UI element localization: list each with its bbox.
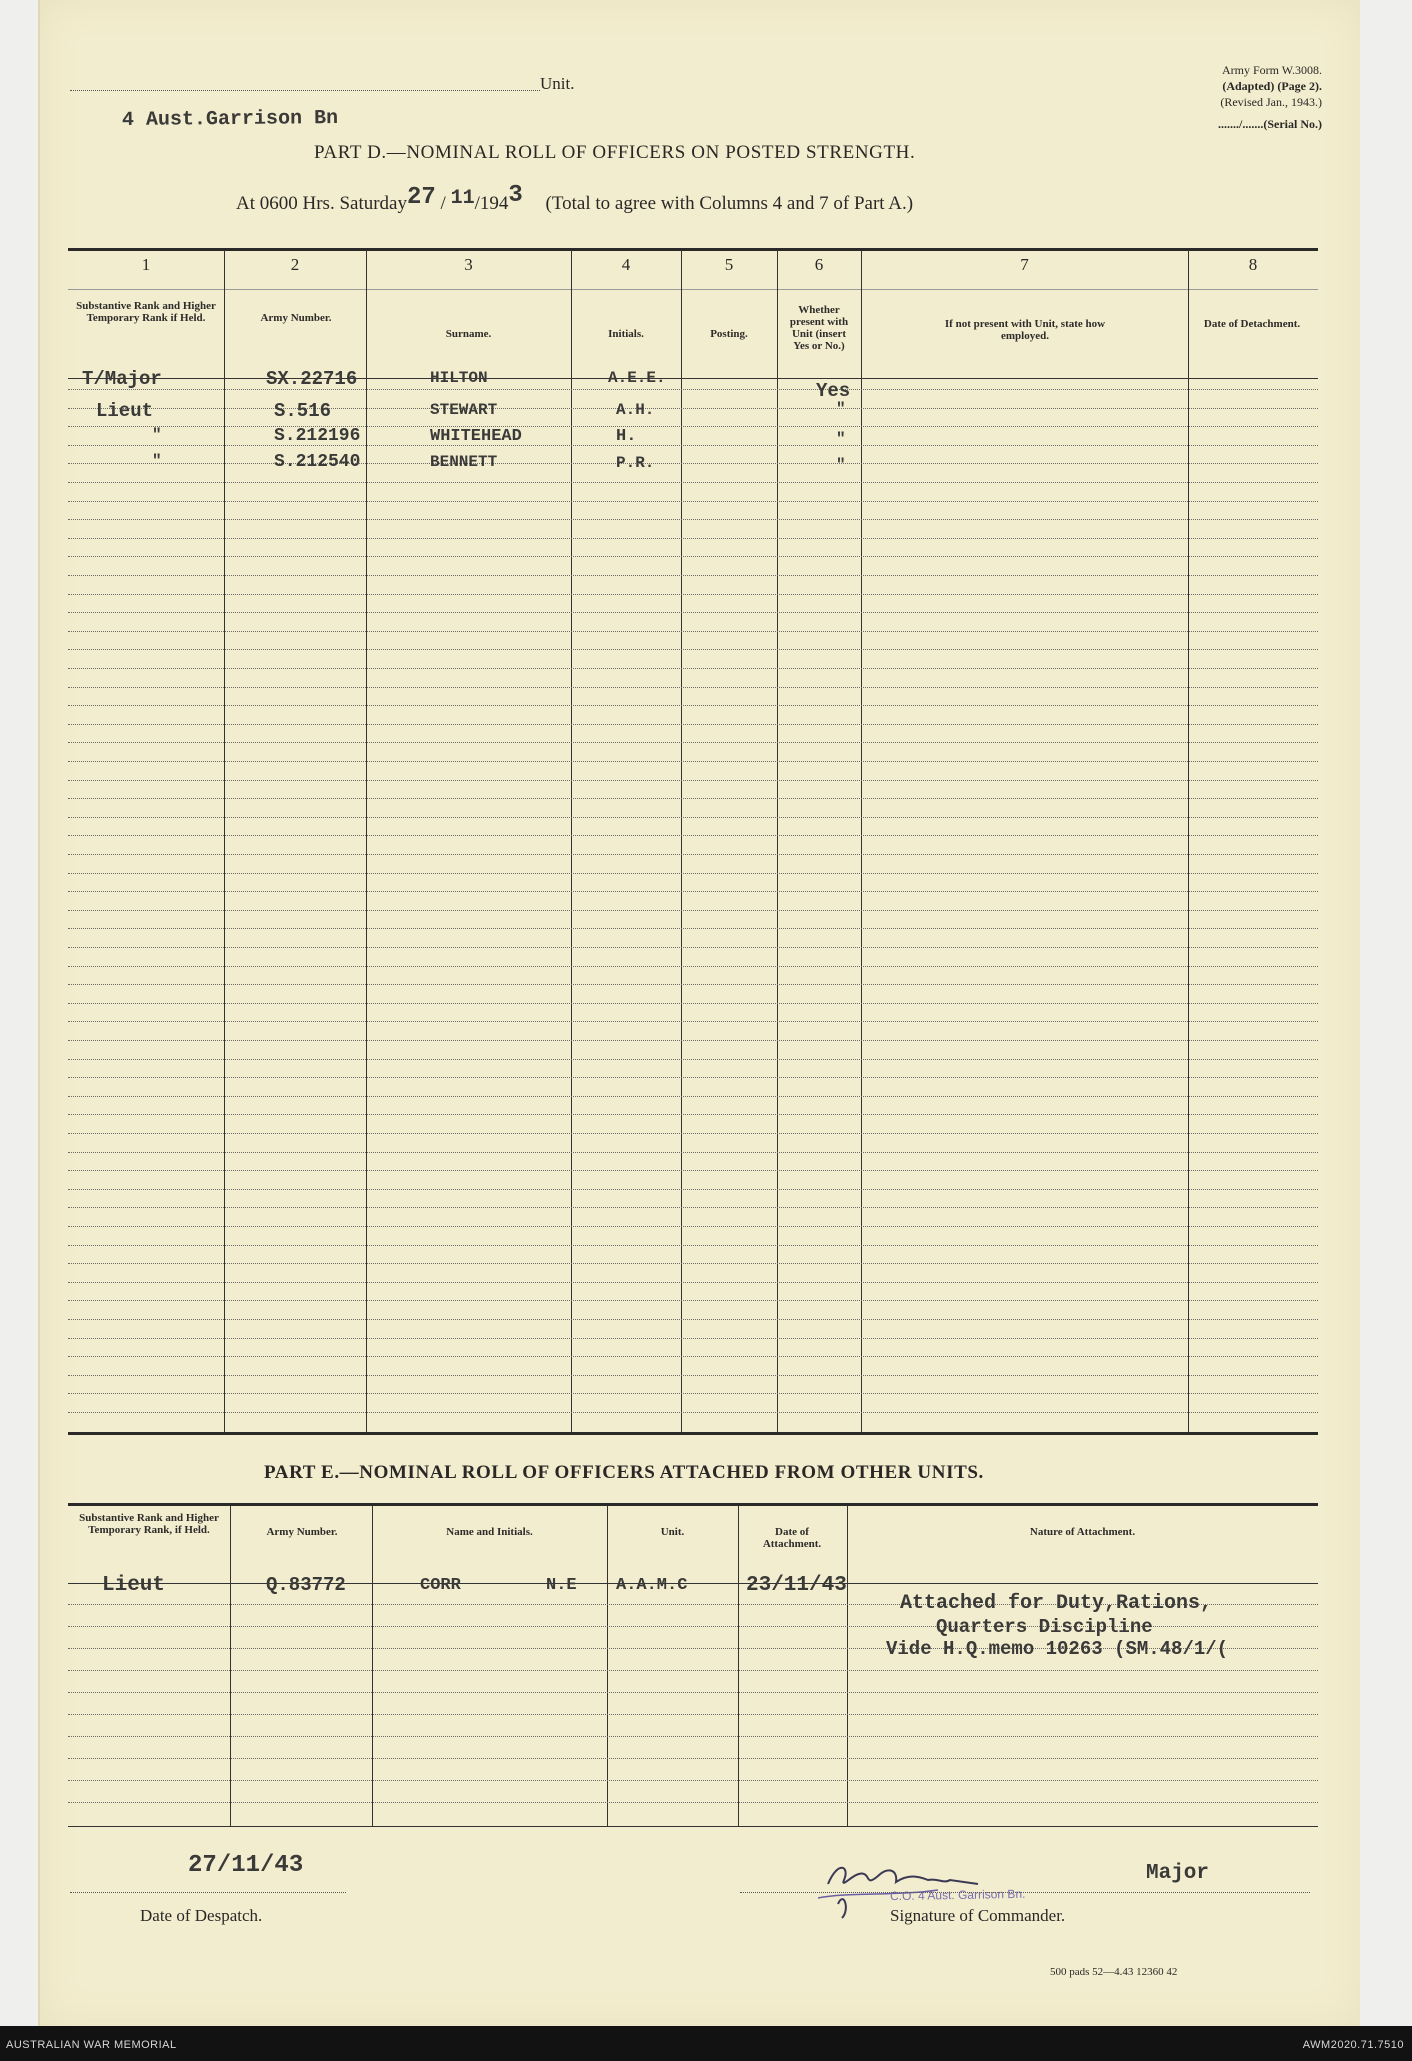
e-header-rank: Substantive Rank and Higher Temporary Rank, if Held. [79,1512,219,1536]
year-prefix: /194 [474,193,509,214]
e-cell-date: 23/11/43 [746,1574,847,1597]
row-guide-line [68,1300,1318,1301]
row-guide-line [68,1152,1318,1153]
row-guide-line [68,519,1318,520]
year-digit: 3 [508,182,523,209]
row-guide-line [68,928,1318,929]
cell-number: S.212540 [274,452,361,472]
row-guide-line [68,1319,1318,1320]
col-header-detachment: Date of Detachment. [1203,318,1301,330]
signature-label: Signature of Commander. [890,1906,1066,1925]
e-cell-name: CORR [420,1576,461,1595]
e-header-date: Date of Attachment. [762,1526,822,1550]
part-e-bottom-rule [68,1826,1318,1827]
row-guide-line [68,631,1318,632]
row-guide-line [68,668,1318,669]
row-guide-line [68,1170,1318,1171]
col-number: 5 [724,255,734,274]
row-guide-line [68,482,1318,483]
signature-dotted-line [740,1890,1310,1893]
form-revised: (Revised Jan., 1943.) [1220,95,1322,109]
cell-rank: " [152,426,162,444]
part-e-title: PART E.—NOMINAL ROLL OF OFFICERS ATTACHED FROM OTHER UNITS. [264,1462,984,1483]
total-note: (Total to agree with Columns 4 and 7 of Part A.) [545,193,914,214]
row-guide-line [68,947,1318,948]
e-cell-nature-3: Vide H.Q.memo 10263 (SM.48/1/( [886,1638,1229,1660]
col-header-rank: Substantive Rank and Higher Temporary Rank if Held. [76,300,216,324]
cell-number: S.516 [274,400,332,422]
row-guide-line [68,798,1318,799]
form-id: Army Form W.3008. [1221,63,1322,77]
row-guide-line [68,1207,1318,1208]
table-row [68,452,1318,476]
e-cell-rank: Lieut [102,1574,166,1597]
row-guide-line [68,1393,1318,1394]
table-row [68,1574,1368,1660]
row-guide-line [68,984,1318,985]
col-divider [738,1506,739,1826]
row-guide-line [68,1040,1318,1041]
row-guide-line [68,910,1318,911]
cell-initials: A.H. [616,401,655,419]
form-adapted: (Adapted) (Page 2). [1222,79,1322,93]
cell-initials: H. [616,427,637,446]
col-header-army-number: Army Number. [260,312,332,324]
commander-stamp: C.O. 4 Aust. Garrison Bn. [889,1886,1026,1904]
row-guide-line [68,649,1318,650]
row-guide-line [68,1133,1318,1134]
row-guide-line [68,1780,1318,1781]
part-d-number-rule [68,289,1318,290]
cell-rank: Lieut [96,400,154,422]
unit-dotted-line [70,76,540,91]
row-guide-line [68,1692,1318,1693]
row-guide-line [68,761,1318,762]
row-guide-line [68,538,1318,539]
document-page [38,0,1360,2026]
part-d-bottom-rule [68,1432,1318,1435]
unit-value: 4 Aust.Garrison Bn [121,107,339,132]
cell-present: " [836,400,846,418]
row-guide-line [68,835,1318,836]
col-divider [372,1506,373,1826]
cell-surname: WHITEHEAD [430,427,522,446]
row-guide-line [68,687,1318,688]
col-header-posting: Posting. [710,328,748,340]
unit-label: Unit. [540,74,575,93]
row-guide-line [68,1375,1318,1376]
signature-stroke [828,1868,978,1884]
row-guide-line [68,854,1318,855]
row-guide-line [68,612,1318,613]
e-cell-initials: N.E [546,1576,577,1595]
row-guide-line [68,1021,1318,1022]
row-guide-line [68,1802,1318,1803]
e-cell-nature-1: Attached for Duty,Rations, [900,1592,1213,1615]
row-guide-line [68,501,1318,502]
col-header-surname: Surname. [445,328,492,340]
table-row [68,400,1318,424]
cell-surname: BENNETT [430,453,498,471]
row-guide-line [68,556,1318,557]
col-number: 8 [1248,255,1258,274]
col-divider [230,1506,231,1826]
at-hours-label: At 0600 Hrs. Saturday [236,193,407,214]
row-guide-line [68,1338,1318,1339]
col-header-employed: If not present with Unit, state how employed. [944,318,1106,342]
e-header-name: Name and Initials. [446,1526,533,1538]
col-number: 4 [621,255,631,274]
cell-number: SX.22716 [266,368,358,390]
credit-right: AWM2020.71.7510 [1302,2039,1404,2051]
row-guide-line [68,1226,1318,1227]
row-guide-line [68,1114,1318,1115]
cell-surname: STEWART [430,401,498,419]
row-guide-line [68,1412,1318,1413]
despatch-dotted-line [70,1890,346,1893]
row-guide-line [68,873,1318,874]
despatch-date: 27/11/43 [188,1852,304,1879]
part-e-top-rule [68,1503,1318,1506]
row-guide-line [68,1059,1318,1060]
despatch-label: Date of Despatch. [140,1906,263,1925]
col-divider [847,1506,848,1826]
row-guide-line [68,1714,1318,1715]
row-guide-line [68,575,1318,576]
row-guide-line [68,724,1318,725]
e-cell-unit: A.A.M.C [616,1576,688,1595]
e-cell-nature-2: Quarters Discipline [936,1616,1153,1638]
serial-number: ......./.......(Serial No.) [1218,117,1322,131]
cell-rank: " [152,452,162,470]
e-cell-number: Q.83772 [266,1574,346,1596]
part-d-top-rule [68,248,1318,251]
row-guide-line [68,966,1318,967]
row-guide-line [68,1096,1318,1097]
col-header-initials: Initials. [608,328,644,340]
row-guide-line [68,742,1318,743]
date-day: 27 [406,184,436,211]
form-id-block [1110,62,1322,132]
col-number: 2 [290,255,300,274]
date-month: 11 [450,187,475,210]
col-number: 1 [141,255,151,274]
table-row [68,426,1318,450]
row-guide-line [68,1282,1318,1283]
e-header-army-number: Army Number. [266,1526,338,1538]
row-guide-line [68,1736,1318,1737]
e-header-unit: Unit. [660,1526,685,1538]
cell-number: S.212196 [274,426,361,446]
signature-rank: Major [1146,1862,1210,1885]
col-divider [607,1506,608,1826]
signature-stroke [838,1899,846,1918]
credit-left: AUSTRALIAN WAR MEMORIAL [6,2039,177,2051]
row-guide-line [68,1670,1318,1671]
cell-initials: P.R. [616,454,655,472]
col-number: 6 [814,255,824,274]
print-code: 500 pads 52—4.43 12360 42 [1050,1966,1178,1978]
part-d-title: PART D.—NOMINAL ROLL OF OFFICERS ON POSTED STRENGTH. [314,142,916,163]
col-number: 7 [1020,255,1029,274]
row-guide-line [68,891,1318,892]
cell-rank: T/Major [82,368,162,390]
row-guide-line [68,817,1318,818]
cell-present: " [836,456,846,474]
cell-present: " [836,430,846,448]
row-guide-line [68,594,1318,595]
row-guide-line [68,1189,1318,1190]
table-row [68,368,1318,402]
row-guide-line [68,705,1318,706]
row-guide-line [68,780,1318,781]
col-header-present: Whether present with Unit (insert Yes or No.) [789,304,849,352]
cell-present: Yes [816,380,851,402]
row-guide-line [68,1758,1318,1759]
cell-initials: A.E.E. [608,369,666,387]
row-guide-line [68,1077,1318,1078]
cell-surname: HILTON [430,369,488,387]
credits-bar [0,2026,1412,2061]
e-header-nature: Nature of Attachment. [1029,1526,1136,1538]
row-guide-line [68,1003,1318,1004]
row-guide-line [68,1245,1318,1246]
date-line: At 0600 Hrs. Saturday27 / 11/1943 (Total to agree with Columns 4 and 7 of Part A.) [236,182,914,214]
row-guide-line [68,1356,1318,1357]
row-guide-line [68,1263,1318,1264]
col-number: 3 [464,255,473,274]
